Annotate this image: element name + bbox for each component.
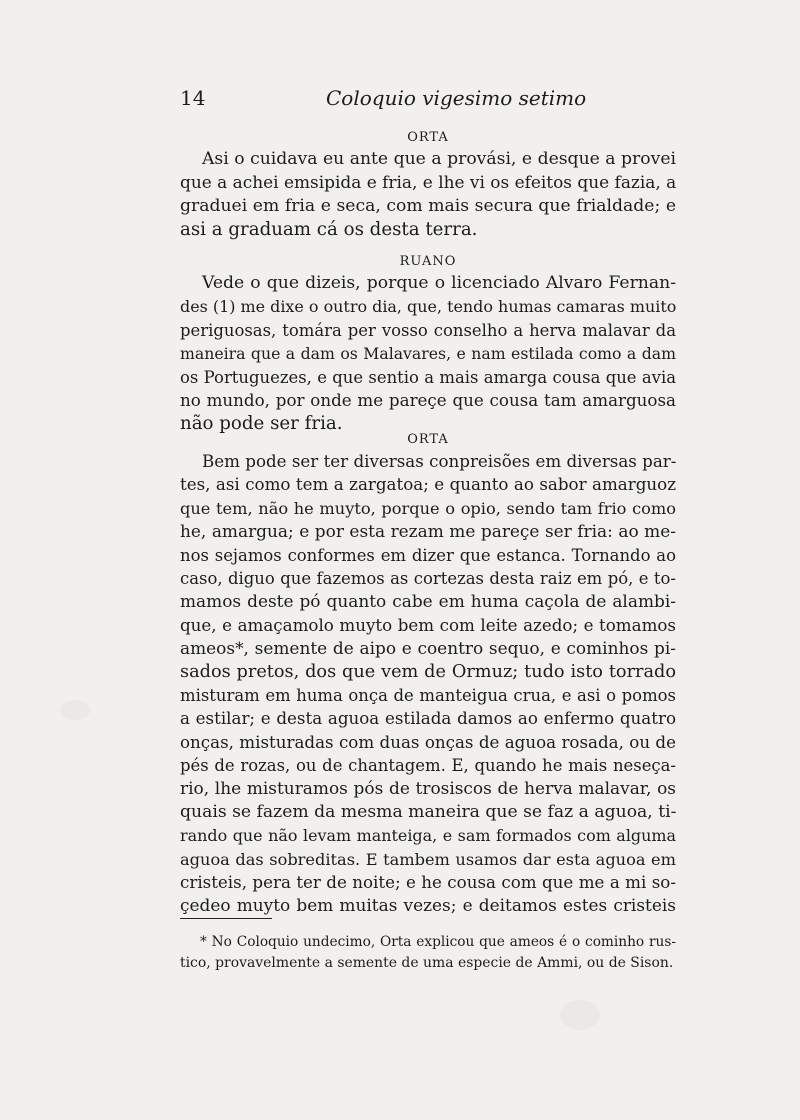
text-line: çedeo muyto bem muitas vezes; e deitamos estes cristeis [180, 895, 676, 916]
text-line: que, e amaçamolo muyto bem com leite azedo; e tomamos [180, 614, 676, 635]
text-line: rio, lhe misturamos pós de trosiscos de herva malavar, os [180, 778, 676, 799]
text-line: asi a graduam cá os desta terra. [180, 219, 478, 241]
text-line: tes, asi como tem a zargatoa; e quanto ao sabor amarguoz [180, 474, 676, 495]
text-line: pés de rozas, ou de chantagem. E, quando he mais neseça- [180, 756, 676, 776]
speaker-heading: ORTA [407, 432, 449, 447]
speaker-heading: ORTA [407, 130, 449, 145]
text-line: ameos*, semente de aipo e coentro sequo, e cominhos pi- [180, 638, 676, 659]
text-line: Vede o que dizeis, porque o licenciado Alvaro Fernan- [202, 273, 676, 293]
text-line: quais se fazem da mesma maneira que se faz a aguoa, ti- [180, 801, 677, 822]
text-line: Asi o cuidava eu ante que a provási, e desque a provei [202, 149, 676, 169]
text-line: que tem, não he muyto, porque o opio, sendo tam frio como [180, 498, 676, 518]
running-head [180, 86, 676, 114]
text-line: caso, diguo que fazemos as cortezas desta raiz em pó, e to- [180, 568, 676, 588]
text-line: a estilar; e desta aguoa estilada damos ao enfermo quatro [180, 708, 676, 729]
text-line: os Portuguezes, e que sentio a mais amarga cousa que avia [180, 367, 676, 387]
text-line: cristeis, pera ter de noite; e he cousa com que me a mi so- [180, 872, 676, 893]
text-line: aguoa das sobreditas. E tambem usamos dar esta aguoa em [180, 849, 676, 869]
running-title: Coloquio vigesimo setimo [326, 86, 587, 110]
text-line: misturam em huma onça de manteigua crua, e asi o pomos [180, 685, 676, 705]
speaker-heading: RUANO [399, 254, 457, 269]
text-line: onças, misturadas com duas onças de aguoa rosada, ou de [180, 731, 676, 752]
paragraph [180, 450, 676, 918]
text-line: não pode ser fria. [180, 413, 343, 435]
text-line: maneira que a dam os Malavares, e nam estilada como a dam [180, 344, 676, 364]
text-line: sados pretos, dos que vem de Ormuz; tudo isto torrado [180, 661, 676, 682]
footnote-rule [180, 918, 272, 919]
text-line: rando que não levam manteiga, e sam formados com alguma [180, 826, 676, 846]
text-line: mamos deste pó quanto cabe em huma caçola de alambi- [180, 591, 676, 612]
page-number: 14 [180, 86, 206, 110]
text-line: nos sejamos conformes em dizer que estanca. Tornando ao [180, 545, 676, 565]
text-line: he, amargua; e por esta rezam me pareçe ser fria: ao me- [180, 521, 676, 542]
text-line: no mundo, por onde me pareçe que cousa tam amarguosa [180, 389, 676, 410]
text-line: periguosas, tomára per vosso conselho a herva malavar da [180, 320, 676, 340]
text-line: Bem pode ser ter diversas conpreisões em diversas par- [202, 451, 677, 471]
paragraph [180, 272, 676, 436]
paper-stain [560, 1000, 600, 1030]
text-line: des (1) me dixe o outro dia, que, tendo humas camaras muito [180, 297, 677, 317]
paper-stain [60, 700, 90, 720]
paragraph [180, 148, 676, 242]
text-line: graduei em fria e seca, com mais secura que frialdade; e [180, 195, 676, 216]
text-line: que a achei emsipida e fria, e lhe vi os efeitos que fazia, a [180, 172, 677, 193]
footnote [180, 932, 676, 974]
footnote-line: tico, provavelmente a semente de uma especie de Ammi, ou de Sison. [180, 955, 674, 971]
footnote-line: * No Coloquio undecimo, Orta explicou que ameos é o cominho rus- [200, 934, 676, 950]
